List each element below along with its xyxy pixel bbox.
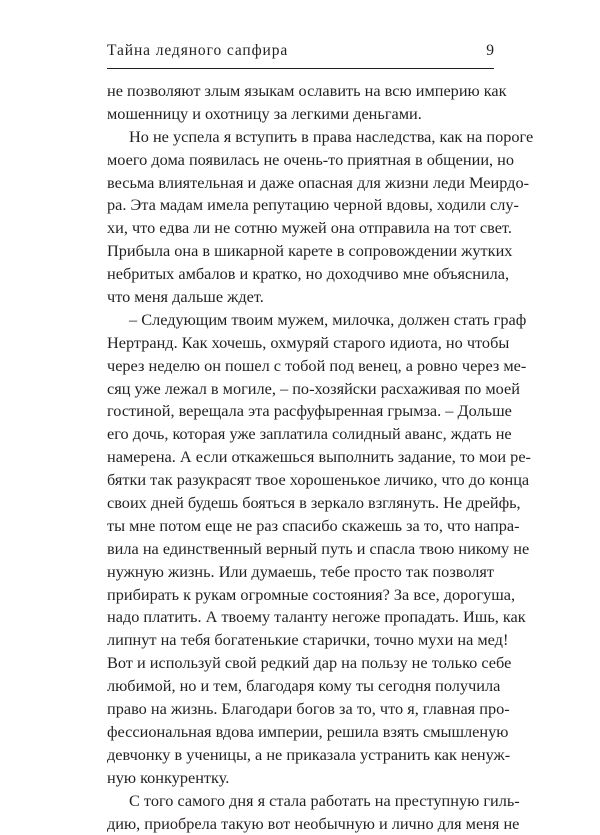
body-text bbox=[107, 80, 494, 835]
text-line: право на жизнь. Благодари богов за то, что я, главная про- bbox=[107, 698, 494, 721]
text-line: мошенницу и охотницу за легкими деньгами. bbox=[107, 103, 494, 126]
text-line: любимой, но и тем, благодаря кому ты сегодня получила bbox=[107, 675, 494, 698]
running-head bbox=[107, 42, 494, 64]
text-line: через неделю он пошел с тобой под венец, а ровно через ме- bbox=[107, 355, 494, 378]
text-line: бятки так разукрасят твое хорошенькое личико, что до конца bbox=[107, 469, 494, 492]
text-line: прибирать к рукам огромные состояния? За все, дорогуша, bbox=[107, 584, 494, 607]
page-number: 9 bbox=[486, 42, 494, 60]
text-line: хи, что едва ли не сотню мужей она отправила на тот свет. bbox=[107, 217, 494, 240]
text-line: дию, приобрела такую вот необычную и лично для меня не bbox=[107, 813, 494, 835]
text-line: весьма влиятельная и даже опасная для жизни леди Меирдо- bbox=[107, 172, 494, 195]
text-line: ную конкурентку. bbox=[107, 767, 494, 790]
text-line: Вот и используй свой редкий дар на пользу не только себе bbox=[107, 652, 494, 675]
text-line: нужную жизнь. Или думаешь, тебе просто так позволят bbox=[107, 561, 494, 584]
text-line: ты мне потом еще не раз спасибо скажешь за то, что напра- bbox=[107, 515, 494, 538]
text-line: С того самого дня я стала работать на преступную гиль- bbox=[107, 790, 494, 813]
text-line: девчонку в ученицы, а не приказала устранить как ненуж- bbox=[107, 744, 494, 767]
text-line: Но не успела я вступить в права наследства, как на пороге bbox=[107, 126, 494, 149]
text-line: надо платить. А твоему таланту негоже пропадать. Ишь, как bbox=[107, 606, 494, 629]
text-line: не позволяют злым языкам ославить на всю империю как bbox=[107, 80, 494, 103]
text-line: гостиной, верещала эта расфуфыренная грымза. – Дольше bbox=[107, 400, 494, 423]
text-line: Нертранд. Как хочешь, охмуряй старого идиота, но чтобы bbox=[107, 332, 494, 355]
text-line: моего дома появилась не очень-то приятная в общении, но bbox=[107, 149, 494, 172]
text-line: липнут на тебя богатенькие старички, точно мухи на мед! bbox=[107, 629, 494, 652]
text-line: Прибыла она в шикарной карете в сопровождении жутких bbox=[107, 240, 494, 263]
header-rule bbox=[107, 68, 494, 69]
text-line: вила на единственный верный путь и спасла твою никому не bbox=[107, 538, 494, 561]
text-line: что меня дальше ждет. bbox=[107, 286, 494, 309]
text-line: – Следующим твоим мужем, милочка, должен стать граф bbox=[107, 309, 494, 332]
text-line: небритых амбалов и кратко, но доходчиво мне объяснила, bbox=[107, 263, 494, 286]
text-line: фессиональная вдова империи, решила взять смышленую bbox=[107, 721, 494, 744]
text-line: намерена. А если откажешься выполнить задание, то мои ре- bbox=[107, 446, 494, 469]
running-title: Тайна ледяного сапфира bbox=[107, 42, 288, 60]
text-line: сяц уже лежал в могиле, – по-хозяйски расхаживая по моей bbox=[107, 378, 494, 401]
text-line: его дочь, которая уже заплатила солидный аванс, ждать не bbox=[107, 423, 494, 446]
text-line: своих дней будешь бояться в зеркало взглянуть. Не дрейфь, bbox=[107, 492, 494, 515]
text-line: ра. Эта мадам имела репутацию черной вдовы, ходили слу- bbox=[107, 194, 494, 217]
